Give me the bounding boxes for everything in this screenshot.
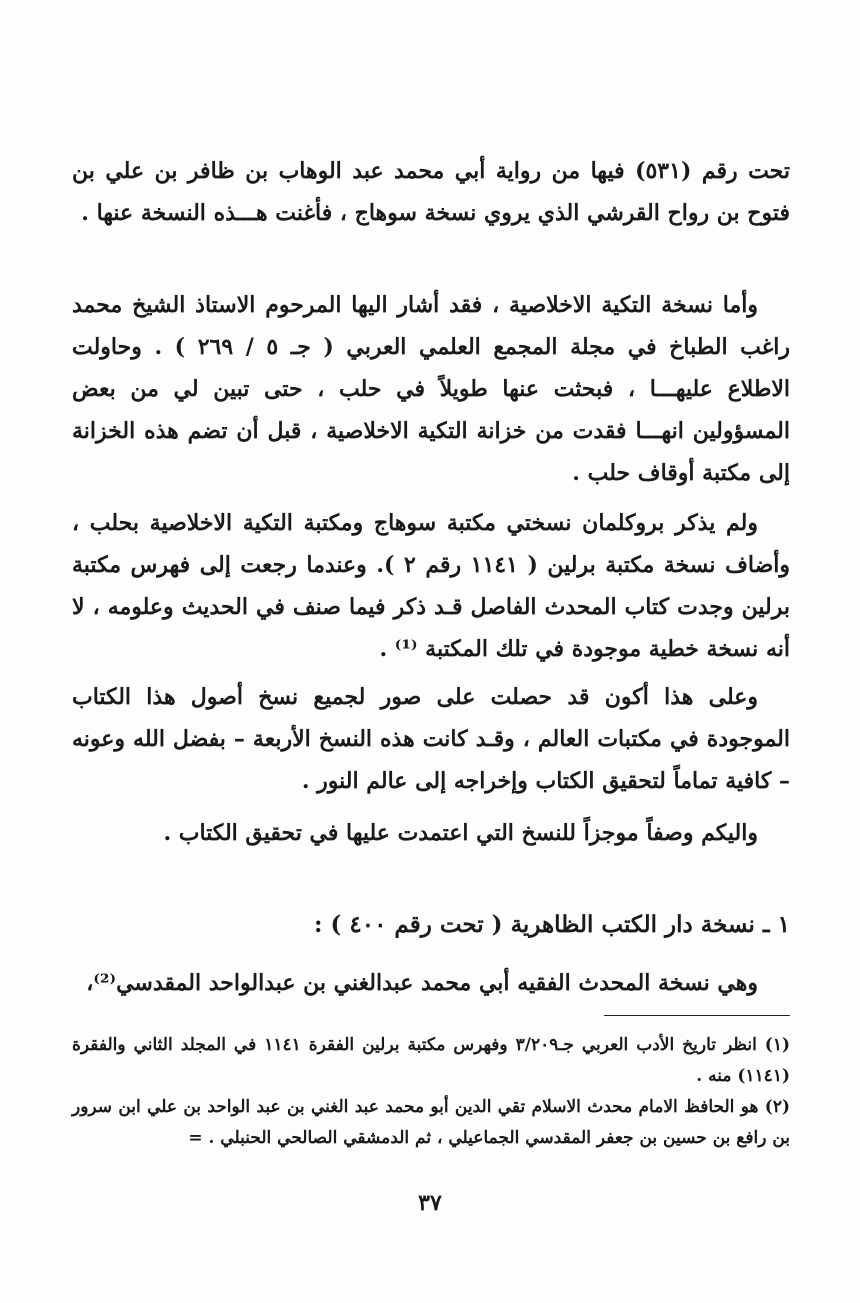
body-text-block <box>72 284 790 494</box>
paragraph-description-intro: واليكم وصفاً موجزاً للنسخ التي اعتمدت عليها في تحقيق الكتاب . <box>163 820 758 846</box>
paragraph-zahiriya-copy: وهي نسخة المحدث الفقيه أبي محمد عبدالغني بن عبدالواحد المقدسي⁽²⁾، <box>86 970 758 996</box>
footnote-2: (٢) هو الحافظ الامام محدث الاسلام تقي الدين أبو محمد عبد الغني بن عبد الواحد بن علي ابن سرور بن رافع بن حسين بن جعفر المقدسي الجماعيلي ، ثم الدمشقي الصالحي الحنبلي . = <box>72 1097 790 1148</box>
section-heading-zahiriya: ١ ـ نسخة دار الكتب الظاهرية ( تحت رقم ٤٠٠ ) : <box>313 911 790 938</box>
body-text-block <box>72 150 790 234</box>
paragraph-manuscript-number: تحت رقم (٥٣١) فيها من رواية أبي محمد عبد الوهاب بن ظافر بن علي بن فتوح بن رواح القرشي الذي يروي نسخة سوهاج ، فأغنت هـــذه النسخة عنها . <box>72 158 791 226</box>
body-text-block <box>72 812 790 854</box>
body-text-block <box>72 962 790 1004</box>
footnote-divider <box>604 1015 790 1016</box>
paragraph-takiya-copy: وأما نسخة التكية الاخلاصية ، فقد أشار اليها المرحوم الاستاذ الشيخ محمد راغب الطباخ في مجلة المجمع العلمي العربي ( جـ ٥ / ٢٦٩ ) . وحاولت الاطلاع عليهـــا ، فبحثت عنها طويلاً في حلب ، حتى تبين لي من بعض المسؤولين انهـــا فقدت من خزانة التكية الاخلاصية ، قبل أن تضم هذه الخزانة إلى مكتبة أوقاف حلب . <box>72 292 790 486</box>
paragraph-brockelmann: ولم يذكر بروكلمان نسختي مكتبة سوهاج ومكتبة التكية الاخلاصية بحلب ، وأضاف نسخة مكتبة برلين ( ١١٤١ رقم ٢ ). وعندما رجعت إلى فهرس مكتبة برلين وجدت كتاب المحدث الفاصل قـد ذكر فيما صنف في الحديث وعلومه ، لا أنه نسخة خطية موجودة في تلك المكتبة ⁽¹⁾ . <box>72 510 791 662</box>
paragraph-copies-obtained: وعلى هذا أكون قد حصلت على صور لجميع نسخ أصول هذا الكتاب الموجودة في مكتبات العالم ، وقـد كانت هذه النسخ الأربعة – بفضل الله وعونه – كافية تماماً لتحقيق الكتاب وإخراجه إلى عالم النور . <box>72 684 790 794</box>
body-text-block <box>72 676 790 802</box>
footnote-1: (١) انظر تاريخ الأدب العربي جـ٣/٢٠٩ وفهرس مكتبة برلين الفقرة ١١٤١ في المجلد الثاني والفقرة (١١٤١) منه . <box>72 1035 791 1086</box>
section-heading-block <box>72 904 790 946</box>
body-text-block <box>72 502 790 670</box>
page-number: ٣٧ <box>418 1190 442 1216</box>
footnotes-section <box>72 1030 790 1154</box>
